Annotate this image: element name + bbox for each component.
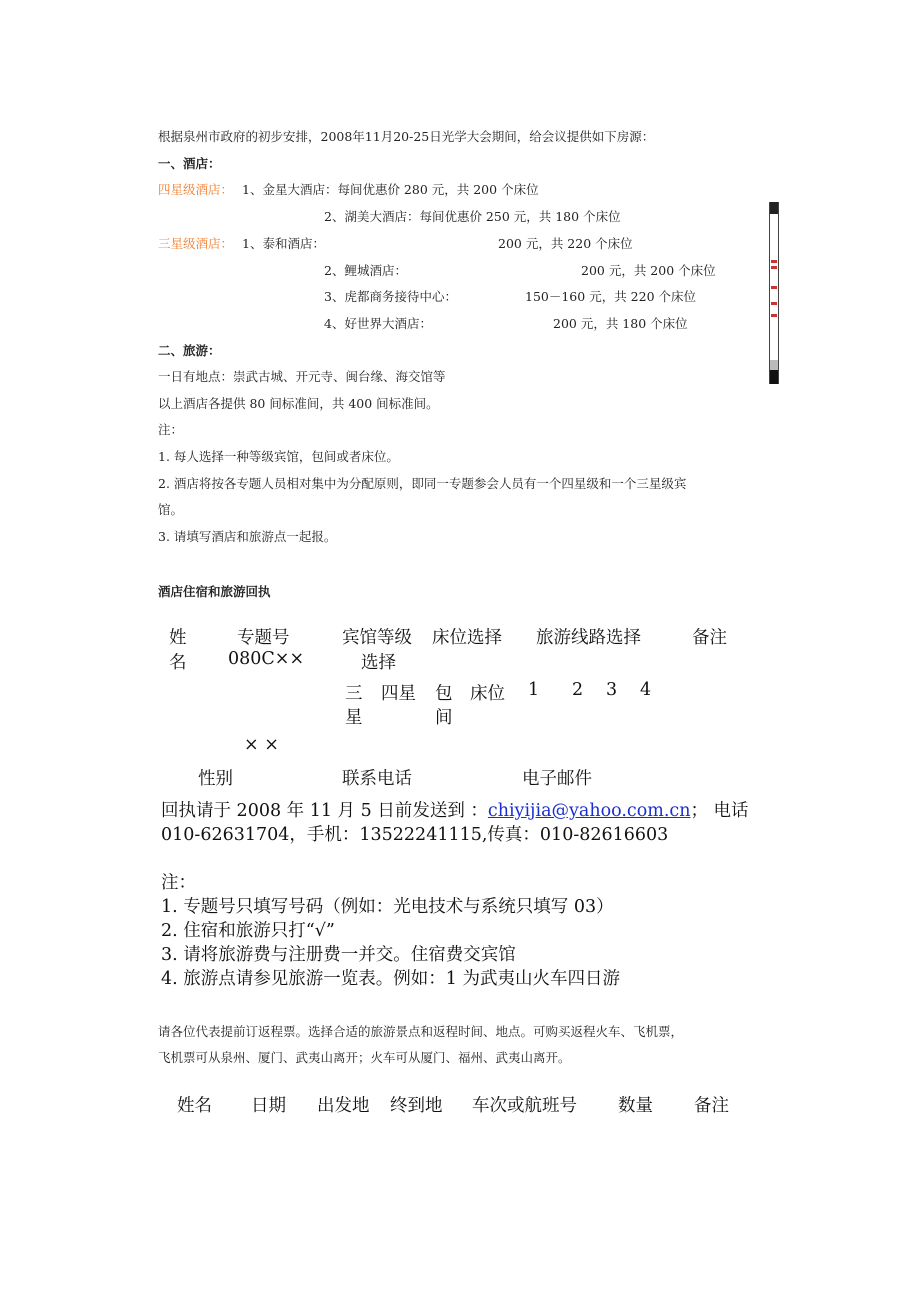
ticket-col-remark: 备注 [694, 1096, 729, 1116]
three-star-hotel-2-price: 200 元，共 200 个床位 [581, 263, 716, 278]
section-tour-title: 二、旅游： [158, 343, 221, 358]
option-three-star-top: 三 [345, 684, 363, 704]
three-star-label: 三星级酒店： [158, 236, 234, 251]
scroll-marker [771, 260, 777, 263]
note-item-continued: 馆。 [158, 502, 184, 517]
col-hotel-level: 宾馆等级 [342, 628, 412, 648]
four-star-hotel-1: 1、金星大酒店：每间优惠价 280 元，共 200 个床位 [242, 182, 539, 197]
scroll-up-button[interactable] [770, 202, 778, 214]
note-item: 1. 每人选择一种等级宾馆，包间或者床位。 [158, 449, 399, 464]
route-3: 3 [606, 680, 618, 700]
ticket-col-quantity: 数量 [618, 1096, 653, 1116]
note2-item: 1. 专题号只填写号码（例如：光电技术与系统只填写 03） [161, 897, 614, 917]
section-hotel-title: 一、酒店： [158, 156, 221, 171]
three-star-hotel-2-name: 2、鲤城酒店： [324, 263, 407, 278]
three-star-hotel-1-name: 1、泰和酒店： [242, 236, 325, 251]
scroll-marker [771, 286, 777, 289]
option-room-top: 包 [435, 684, 453, 704]
rooms-line: 以上酒店各提供 80 间标准间，共 400 间标准间。 [158, 396, 439, 411]
col-name-top: 姓 [169, 628, 187, 648]
note2-item: 4. 旅游点请参见旅游一览表。例如：1 为武夷山火车四日游 [161, 969, 620, 989]
scroll-marker [771, 302, 777, 305]
option-three-star-bottom: 星 [345, 708, 363, 728]
route-1: 1 [528, 680, 540, 700]
three-star-hotel-1-price: 200 元，共 220 个床位 [498, 236, 633, 251]
three-star-hotel-3-name: 3、虎都商务接待中心： [324, 289, 457, 304]
col-name-bottom: 名 [169, 653, 187, 673]
option-bed: 床位 [470, 684, 505, 704]
notes-label: 注： [158, 422, 184, 437]
route-4: 4 [640, 680, 652, 700]
contact-numbers: 010-62631704，手机：13522241115,传真：010-82616603 [161, 825, 669, 845]
intro-text: 根据泉州市政府的初步安排，2008年11月20-25日光学大会期间，给会议提供如下房源： [158, 129, 655, 144]
four-star-hotel-2: 2、湖美大酒店：每间优惠价 250 元，共 180 个床位 [324, 209, 621, 224]
route-2: 2 [572, 680, 584, 700]
scroll-down-button[interactable] [770, 370, 778, 384]
scroll-marker [771, 266, 777, 269]
col-hotel-level-select: 选择 [361, 653, 396, 673]
receipt-title: 酒店住宿和旅游回执 [158, 584, 271, 599]
three-star-hotel-4-price: 200 元，共 180 个床位 [553, 316, 688, 331]
note-item: 3. 请填写酒店和旅游点一起报。 [158, 529, 337, 544]
scroll-marker [771, 314, 777, 317]
send-line [161, 797, 749, 822]
scroll-thumb[interactable] [770, 360, 778, 370]
col-remark: 备注 [692, 628, 727, 648]
col-email: 电子邮件 [522, 769, 592, 789]
ticket-col-date: 日期 [251, 1096, 286, 1116]
ticket-col-name: 姓名 [177, 1096, 212, 1116]
col-phone: 联系电话 [342, 769, 412, 789]
note-item: 2. 酒店将按各专题人员相对集中为分配原则，即同一专题参会人员有一个四星级和一个三星级宾 [158, 476, 687, 491]
tour-line: 一日有地点：崇武古城、开元寺、闽台缘、海交馆等 [158, 369, 446, 384]
vertical-scrollbar[interactable] [769, 202, 779, 384]
col-gender: 性别 [198, 769, 233, 789]
ticket-paragraph-1: 请各位代表提前订返程票。选择合适的旅游景点和返程时间、地点。可购买返程火车、飞机票， [158, 1024, 684, 1039]
ticket-col-train-flight: 车次或航班号 [472, 1096, 577, 1116]
note2-item: 2. 住宿和旅游只打“√” [161, 921, 335, 941]
topic-xx: × × [244, 735, 279, 755]
col-bed-choice: 床位选择 [432, 628, 502, 648]
ticket-col-destination: 终到地 [390, 1096, 443, 1116]
col-topic: 专题号 [237, 628, 290, 648]
option-room-bottom: 间 [435, 708, 453, 728]
send-prefix: 回执请于 2008 年 11 月 5 日前发送到 ： [161, 801, 488, 821]
col-topic-example: 080C×× [228, 649, 305, 669]
ticket-col-departure: 出发地 [317, 1096, 370, 1116]
ticket-paragraph-2: 飞机票可从泉州、厦门、武夷山离开；火车可从厦门、福州、武夷山离开。 [158, 1050, 571, 1065]
three-star-hotel-4-name: 4、好世界大酒店： [324, 316, 432, 331]
note2-item: 3. 请将旅游费与注册费一并交。住宿费交宾馆 [161, 945, 516, 965]
send-suffix: ； 电话 [690, 801, 749, 821]
three-star-hotel-3-price: 150－160 元，共 220 个床位 [525, 289, 696, 304]
option-four-star: 四星 [381, 684, 416, 704]
col-tour-route: 旅游线路选择 [536, 628, 641, 648]
email-link[interactable]: chiyijia@yahoo.com.cn [487, 801, 691, 821]
four-star-label: 四星级酒店： [158, 182, 234, 197]
notes2-label: 注： [161, 873, 196, 893]
